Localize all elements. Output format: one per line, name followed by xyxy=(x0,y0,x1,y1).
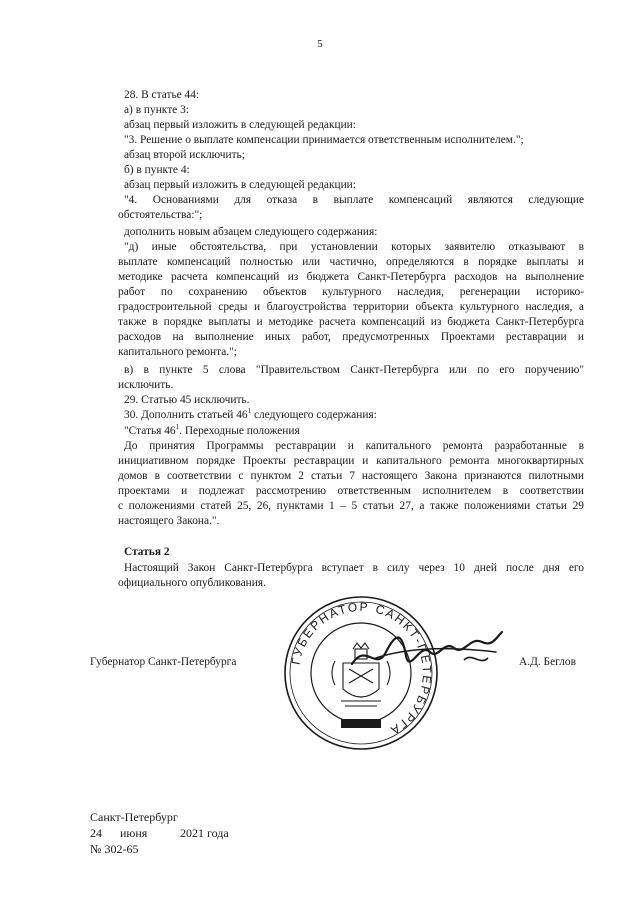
paragraph-line: домов в соответствии с пунктом 2 статьи 7 настоящего Закона признаются пилотными xyxy=(118,470,584,482)
item28-a-text: "3. Решение о выплате компенсации принимается ответственным исполнителем."; xyxy=(124,134,524,146)
paragraph-line: также в порядке выплаты и методике расчета компенсаций из бюджета Санкт-Петербурга xyxy=(118,316,584,328)
footer-year: 2021 года xyxy=(180,826,229,840)
article2-text-line1: Настоящий Закон Санкт-Петербурга вступает в силу через 10 дней после дня его xyxy=(124,562,584,574)
paragraph-line-last: капитального ремонта."; xyxy=(118,346,237,358)
governor-position: Губернатор Санкт-Петербурга xyxy=(90,656,237,668)
paragraph-line: с положениями статей 25, 26, пунктами 1 – 5 статьи 27, а также положениями статьи 29 xyxy=(118,500,584,512)
item28-b-text-line1: "4. Основаниями для отказа в выплате компенсаций являются следующие xyxy=(124,194,584,206)
paragraph-line: расходов на выполнение иных работ, предусмотренных Проектами реставрации и xyxy=(118,331,584,343)
item28-a-point: а) в пункте 3: xyxy=(124,104,189,116)
paragraph-line: градостроительной среды и благоустройства территории объекта культурного наследия, а xyxy=(118,301,584,313)
footer-number: № 302-65 xyxy=(90,842,139,856)
item28-v-line2: исключить. xyxy=(118,379,174,391)
paragraph-line: "д) иные обстоятельства, при установлении которых заявителю отказывают в xyxy=(124,241,584,253)
article2-text-line2: официального опубликования. xyxy=(118,577,266,589)
item28-b-point: б) в пункте 4: xyxy=(124,164,190,176)
svg-text:ГУБЕРНАТОР САНКТ-ПЕТЕРБУРГА: ГУБЕРНАТОР САНКТ-ПЕТЕРБУРГА xyxy=(288,599,435,739)
item28-title: 28. В статье 44: xyxy=(124,89,200,101)
paragraph-line-last: настоящего Закона.". xyxy=(118,515,220,527)
footer-month: июня xyxy=(120,826,148,840)
item29: 29. Статью 45 исключить. xyxy=(124,394,250,406)
item28-a-instruction: абзац первый изложить в следующей редакции: xyxy=(124,119,356,131)
item28-v-line1: в) в пункте 5 слова "Правительством Санкт-Петербурга или по его поручению" xyxy=(124,364,584,376)
item28-b-add: дополнить новым абзацем следующего содержания: xyxy=(124,226,378,238)
item30-article-title: "Статья $46^1$. Переходные положения xyxy=(124,423,300,437)
item28-b-instruction: абзац первый изложить в следующей редакции: xyxy=(124,179,356,191)
paragraph-line: методике расчета компенсаций из бюджета Санкт-Петербурга расходов на выполнение xyxy=(118,271,584,283)
item28-b-text-line2: обстоятельства:"; xyxy=(118,209,203,221)
governor-name: А.Д. Беглов xyxy=(519,656,576,668)
footer-day: 24 xyxy=(90,826,102,840)
page-number: 5 xyxy=(317,38,323,50)
paragraph-line: До принятия Программы реставрации и капитального ремонта разработанные в xyxy=(124,440,584,452)
item28-a-remove: абзац второй исключить; xyxy=(124,149,245,161)
paragraph-line: выплате компенсаций полностью или частично, определяются в порядке выплаты и xyxy=(118,256,584,268)
paragraph-line: работ по сохранению объектов культурного наследия, регенерации историко- xyxy=(118,286,584,298)
signature-icon xyxy=(346,622,506,678)
item30-lead: 30. Дополнить статьей $46^1$ следующего содержания: xyxy=(124,407,377,421)
paragraph-line: инициативном порядке Проекты реставрации и капитального ремонта многоквартирных xyxy=(118,455,584,467)
footer-city: Санкт-Петербург xyxy=(90,810,178,824)
paragraph-line: проектами и подлежат рассмотрению ответственным исполнителем в соответствии xyxy=(118,485,584,497)
article2-heading: Статья 2 xyxy=(124,546,170,558)
